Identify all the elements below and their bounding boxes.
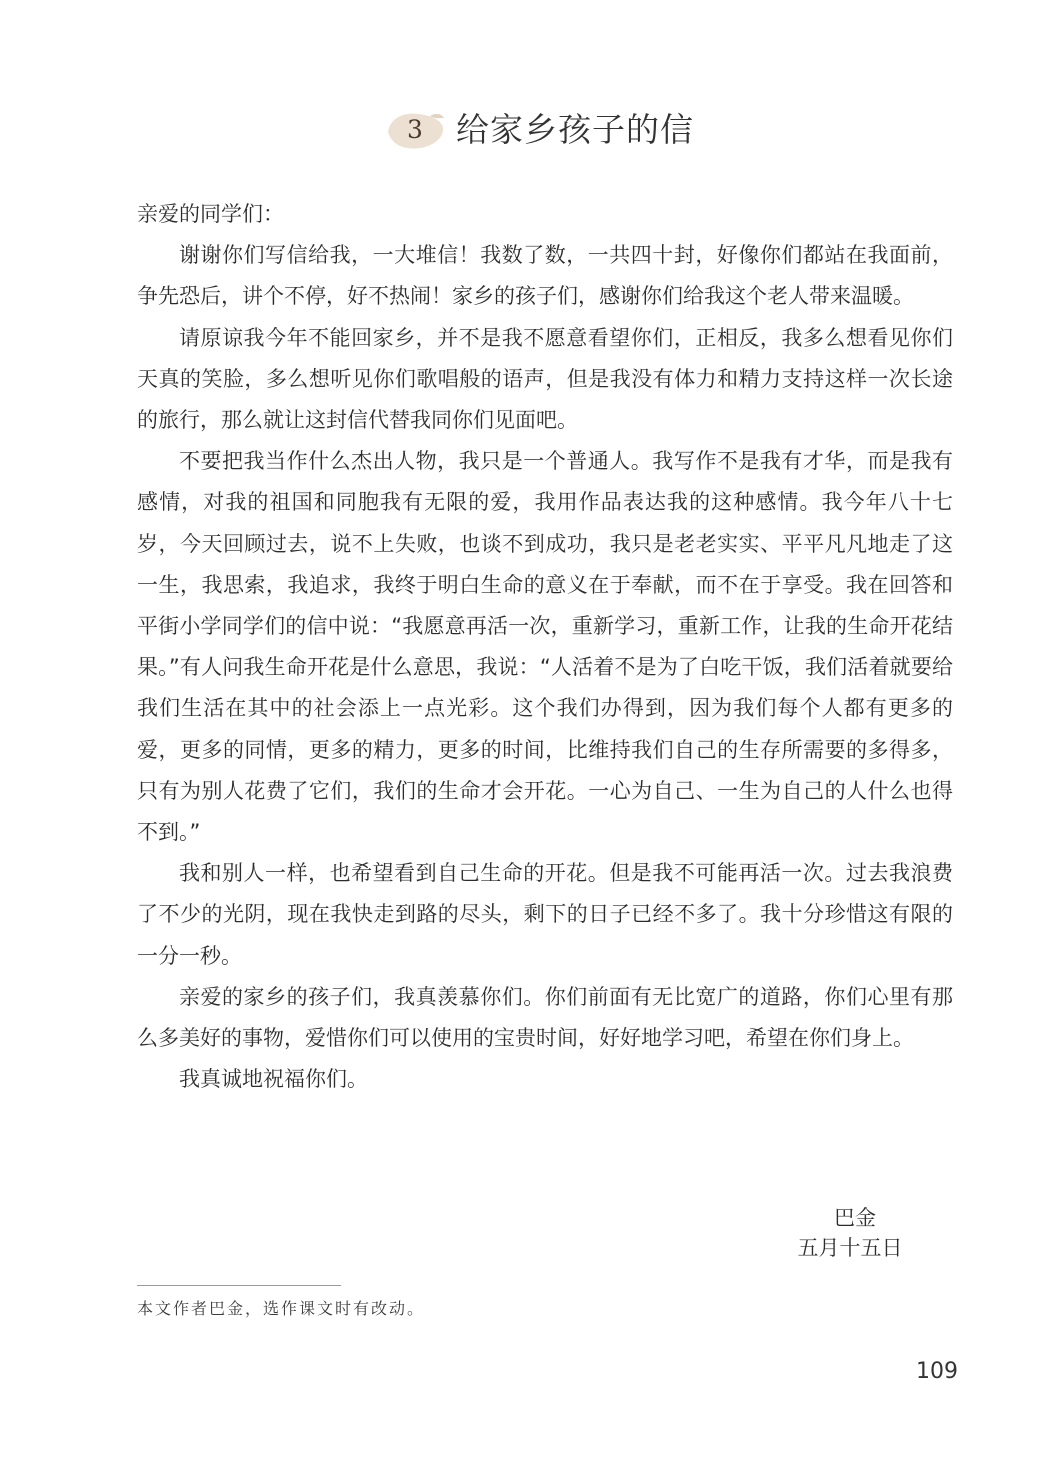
footnote-divider [137,1285,341,1286]
footnote: 本文作者巴金，选作课文时有改动。 [137,1299,426,1318]
letter-salutation: 亲爱的同学们： [137,202,284,226]
lesson-title: 给家乡孩子的信 [456,110,694,149]
letter-paragraph: 我和别人一样，也希望看到自己生命的开花。但是我不可能再活一次。过去我浪费了不少的光阴，现在我快走到路的尽头，剩下的日子已经不多了。我十分珍惜这有限的一分一秒。 [137,861,953,968]
signature-name: 巴金 [834,1206,876,1230]
lesson-number-badge [384,106,446,154]
signature-block [770,1203,930,1263]
signature-date: 五月十五日 [797,1236,903,1260]
lesson-header [0,98,1044,168]
letter-paragraph: 请原谅我今年不能回家乡，并不是我不愿意看望你们，正相反，我多么想看见你们天真的笑脸，多么想听见你们歌唱般的语声，但是我没有体力和精力支持这样一次长途的旅行，那么就让这封信代替我同你们见面吧。 [137,325,953,433]
letter-paragraph: 不要把我当作什么杰出人物，我只是一个普通人。我写作不是我有才华，而是我有感情，对我的祖国和同胞我有无限的爱，我用作品表达我的这种感情。我今年八十七岁，今天回顾过去，说不上失败，也谈不到成功，我只是老老实实、平平凡凡地走了这一生，我思索，我追求，我终于明白生命的意义在于奉献，而不在于享受。我在回答和平街小学同学们的信中说：“我愿意再活一次，重新学习，重新工作，让我的生命开花结果。”有人问我生命开花是什么意思，我说：“人活着不是为了白吃干饭，我们活着就要给我们生活在其中的社会添上一点光彩。这个我们办得到，因为我们每个人都有更多的爱，更多的同情，更多的精力，更多的时间，比维持我们自己的生存所需要的多得多，只有为别人花费了它们，我们的生命才会开花。一心为自己、一生为自己的人什么也得不到。” [137,449,953,845]
letter-paragraph: 亲爱的家乡的孩子们，我真羡慕你们。你们前面有无比宽广的道路，你们心里有那么多美好的事物，爱惜你们可以使用的宝贵时间，好好地学习吧，希望在你们身上。 [137,984,953,1051]
letter-body [137,194,953,1100]
letter-closing: 我真诚地祝福你们。 [179,1067,368,1092]
letter-paragraph: 谢谢你们写信给我，一大堆信！我数了数，一共四十封，好像你们都站在我面前，争先恐后，讲个不停，好不热闹！家乡的孩子们，感谢你们给我这个老人带来温暖。 [137,243,953,309]
page-number: 109 [916,1359,958,1384]
lesson-number: 3 [407,115,423,144]
